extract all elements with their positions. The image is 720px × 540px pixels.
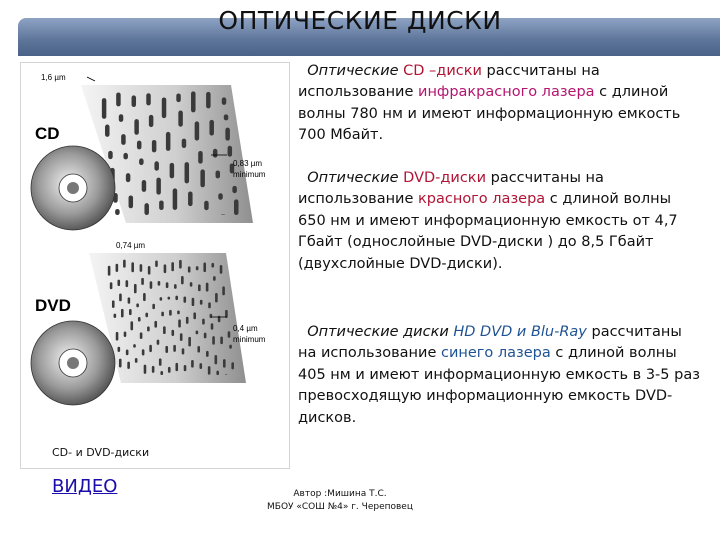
paragraph-dvd — [298, 168, 700, 275]
pit — [110, 282, 113, 289]
pit — [164, 264, 167, 273]
pit — [142, 349, 145, 355]
pit — [204, 201, 209, 210]
pit — [211, 323, 214, 329]
pit — [178, 319, 181, 327]
pit — [136, 303, 139, 307]
pit — [188, 192, 193, 207]
pit — [152, 140, 157, 152]
paragraph-cd — [298, 61, 700, 147]
video-link[interactable]: ВИДЕО — [52, 476, 118, 497]
pit — [220, 336, 223, 344]
pit — [212, 336, 215, 344]
pit — [222, 97, 227, 105]
pit — [154, 161, 159, 170]
pit — [155, 260, 158, 266]
pit — [157, 340, 160, 345]
pit — [134, 119, 139, 135]
cd-dvd-figure — [20, 62, 290, 469]
pit — [148, 266, 151, 275]
cd-min-pit-label: 0,83 µm — [233, 159, 263, 168]
pit — [144, 203, 149, 215]
cd-dvd-illustration — [21, 63, 289, 468]
pit — [121, 309, 124, 318]
p2-lead: Оптические — [307, 170, 404, 186]
pit — [225, 374, 228, 375]
p1-text-1: рассчитаны на использование — [298, 63, 600, 101]
pit — [180, 333, 183, 341]
pit — [234, 199, 239, 215]
pit — [198, 151, 203, 164]
pit — [183, 296, 186, 302]
pit — [143, 293, 146, 301]
pit — [144, 365, 147, 374]
pit — [126, 280, 129, 287]
figure-caption: CD- и DVD-диски — [52, 446, 150, 459]
pit — [229, 345, 232, 349]
cd-track-pitch-label: 1,6 µm — [41, 73, 66, 82]
pit — [116, 92, 121, 106]
p2-disc-name: DVD-диски — [403, 170, 486, 186]
pit — [128, 297, 131, 303]
pit — [119, 359, 122, 368]
pit — [171, 262, 174, 271]
pit — [176, 93, 181, 102]
pit — [108, 266, 111, 276]
pit — [186, 317, 189, 324]
pit — [210, 314, 213, 318]
dvd-label: DVD — [35, 296, 71, 315]
pit — [169, 310, 172, 316]
pit — [202, 319, 205, 325]
pit — [185, 162, 190, 183]
p3-laser: синего лазера — [440, 345, 551, 362]
pit — [119, 294, 122, 302]
pit — [206, 351, 209, 357]
pit — [216, 170, 221, 178]
pit — [163, 326, 166, 334]
pit — [188, 266, 191, 272]
pit — [108, 151, 113, 159]
pit — [179, 260, 182, 269]
pit — [198, 284, 201, 291]
cd-label: CD — [35, 124, 60, 143]
pit — [159, 358, 162, 365]
paragraph-hddvd-bluray — [298, 322, 700, 429]
pit — [158, 281, 161, 286]
pit — [175, 296, 178, 300]
pit — [197, 346, 200, 353]
pit — [188, 337, 191, 347]
pit — [112, 300, 115, 308]
pit — [134, 284, 137, 293]
pit — [191, 360, 194, 368]
pit — [213, 149, 218, 158]
pit — [170, 163, 175, 178]
pit — [228, 331, 231, 338]
pit — [105, 125, 110, 137]
pit — [209, 120, 214, 136]
pit — [200, 169, 205, 187]
pit — [224, 114, 229, 120]
pit — [126, 350, 129, 356]
author-footer — [240, 488, 440, 514]
pit — [154, 321, 157, 328]
pit — [203, 263, 206, 272]
pit — [162, 97, 167, 118]
pit — [225, 128, 230, 141]
pit — [173, 345, 176, 352]
pit — [129, 309, 132, 315]
pit — [137, 141, 142, 150]
pit — [182, 348, 185, 354]
pit — [123, 260, 126, 268]
p1-disc-name: CD –диски — [403, 63, 482, 79]
pit — [204, 333, 207, 339]
pit — [129, 196, 134, 209]
pit — [114, 314, 117, 318]
pit — [116, 264, 119, 272]
pit — [193, 312, 196, 319]
pit — [231, 362, 234, 369]
pit — [138, 317, 141, 322]
pit — [115, 209, 120, 215]
pit — [135, 358, 138, 363]
pit — [160, 297, 163, 301]
p3-text-1: рассчитаны на использование — [298, 324, 682, 362]
pit — [126, 173, 131, 182]
pit — [196, 331, 199, 335]
p2-text-2: с длиной волны 650 нм и имеют информационную емкость от 4,7 Гбайт (однослойные DVD-диски ) до 8,5 Гбайт (двухслойные DVD-диски). — [298, 191, 678, 272]
pit — [195, 121, 200, 140]
pit — [190, 282, 193, 286]
pit — [191, 91, 196, 112]
pit — [146, 93, 151, 105]
pit — [116, 332, 119, 341]
pit — [141, 278, 144, 285]
pit — [182, 139, 187, 148]
p3-text-2: с длиной волны 405 нм и имеют информационную емкость в 3-5 раз превосходящую информационную емкость DVD-дисков. — [298, 345, 700, 426]
pit — [152, 366, 155, 373]
pit — [171, 330, 174, 336]
p2-laser: красного лазера — [418, 191, 546, 208]
pit — [139, 158, 144, 165]
pit — [102, 98, 107, 119]
pit — [130, 321, 133, 330]
pit — [118, 347, 121, 352]
pit — [145, 313, 148, 318]
pit — [215, 293, 218, 302]
pit — [196, 266, 199, 270]
pit — [165, 346, 168, 353]
dvd-min-pit-label: 0,4 µm — [233, 324, 258, 333]
pit — [222, 286, 225, 295]
p1-text-2: с длиной волны 780 нм и имеют информационную емкость 700 Мбайт. — [298, 84, 681, 144]
pit — [132, 95, 137, 107]
pit — [161, 312, 164, 317]
pit — [168, 297, 171, 300]
pit — [121, 134, 126, 145]
pit — [218, 193, 223, 200]
pit — [149, 115, 154, 127]
pit — [160, 371, 163, 375]
pit — [181, 276, 184, 284]
pit — [223, 359, 226, 368]
pit — [216, 371, 219, 375]
pit — [173, 188, 178, 210]
pit — [178, 111, 183, 127]
pit — [131, 262, 134, 272]
pit — [119, 114, 124, 122]
pit — [206, 92, 211, 109]
pit — [199, 363, 202, 369]
dvd-track-pitch-label: 0,74 µm — [116, 241, 146, 250]
pit — [166, 132, 171, 151]
pit — [220, 265, 223, 274]
p1-laser: инфракрасного лазера — [418, 84, 595, 101]
cd-minimum-label: minimum — [233, 170, 266, 179]
slide-title: ОПТИЧЕСКИЕ ДИСКИ — [218, 6, 502, 35]
author-line: Автор :Мишина Т.С. — [293, 489, 387, 499]
pit — [150, 281, 153, 289]
pit — [147, 326, 150, 331]
pit — [177, 310, 180, 314]
pit — [159, 200, 164, 210]
pit — [123, 153, 128, 159]
p3-lead: Оптические диски — [307, 324, 454, 340]
pit — [184, 365, 187, 371]
pit — [208, 302, 211, 308]
p3-disc-name: HD DVD и Blu-Ray — [453, 324, 587, 340]
pit — [228, 146, 233, 157]
school-line: МБОУ «СОШ №4» г. Череповец — [267, 502, 413, 512]
pit — [133, 344, 136, 348]
pit — [140, 264, 143, 272]
pit — [175, 363, 178, 371]
pit — [140, 332, 143, 339]
pit — [213, 276, 216, 281]
pit — [166, 282, 169, 288]
pit — [152, 304, 155, 309]
pit — [215, 355, 218, 364]
pit — [211, 263, 214, 268]
dvd-minimum-label: minimum — [233, 335, 266, 344]
pit — [192, 298, 195, 306]
pit — [174, 284, 177, 289]
pit — [117, 280, 120, 286]
pit — [149, 345, 152, 352]
pit — [200, 300, 203, 305]
pit — [208, 366, 211, 375]
pit — [232, 186, 237, 193]
pit — [168, 367, 171, 373]
pit — [206, 283, 209, 292]
pit — [156, 178, 161, 195]
p2-text-1: рассчитаны на использование — [298, 170, 604, 208]
pit — [221, 214, 226, 215]
pit — [124, 331, 127, 336]
p1-lead: Оптические — [307, 63, 404, 79]
pit — [142, 180, 147, 192]
pit — [127, 362, 130, 369]
